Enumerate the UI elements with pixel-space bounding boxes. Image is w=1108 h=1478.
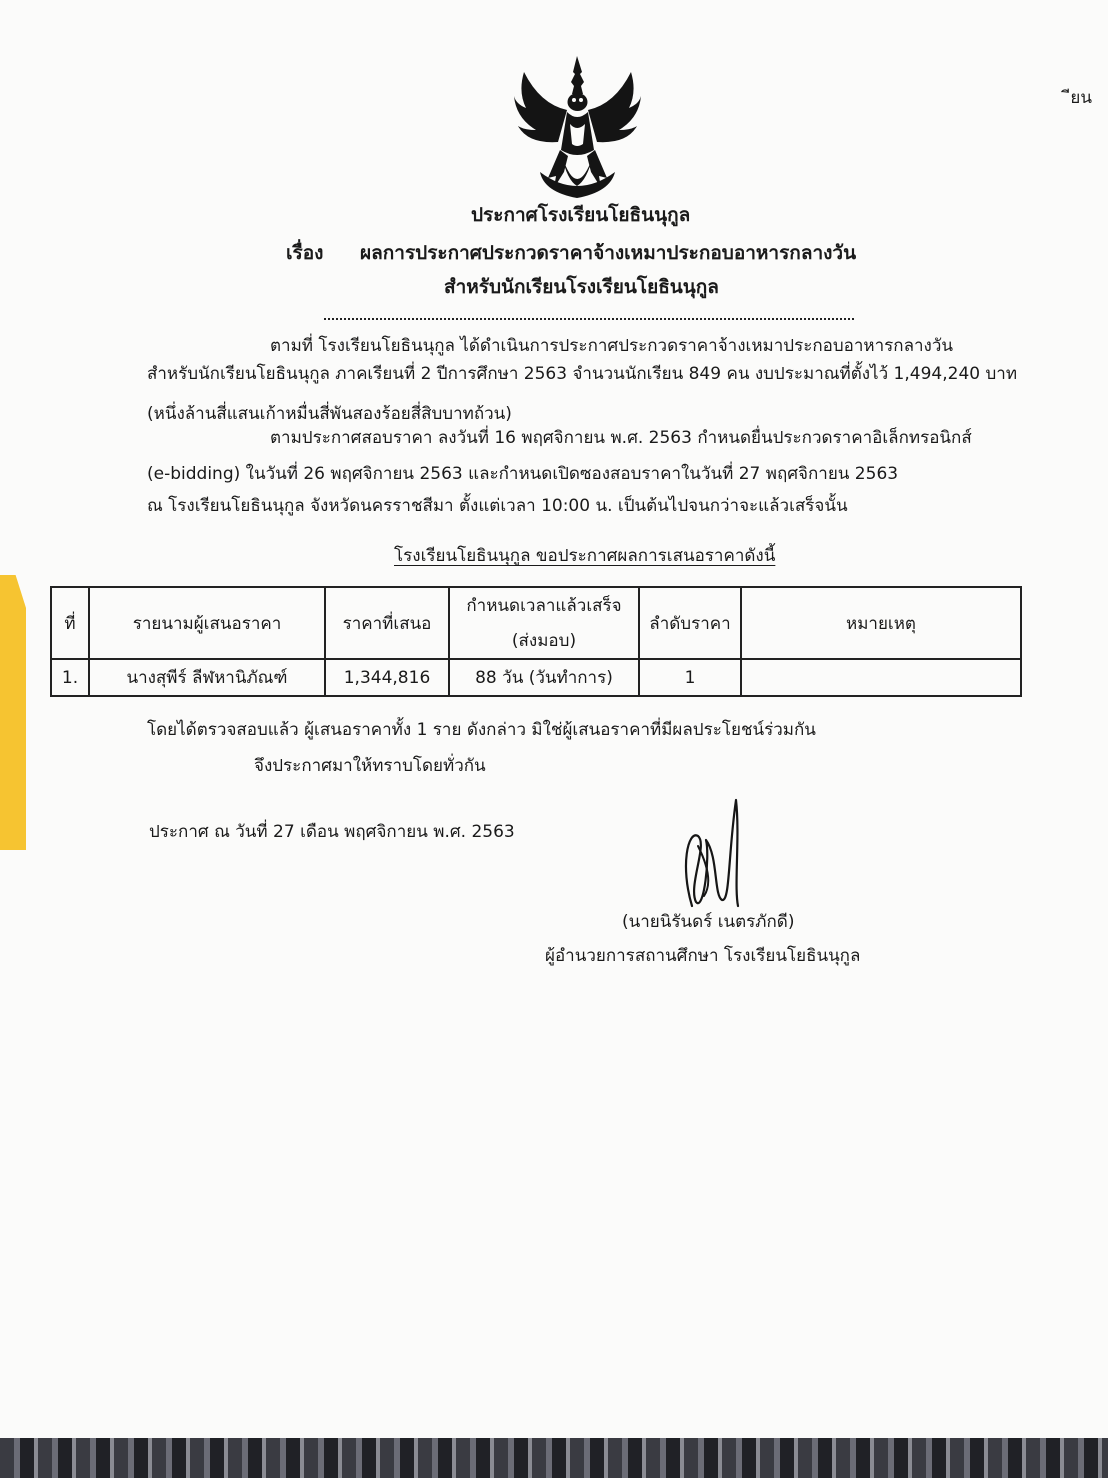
cell-price: 1,344,816 bbox=[325, 659, 449, 696]
background-fabric-strip bbox=[0, 1438, 1108, 1478]
paragraph-2-line-1: ตามประกาศสอบราคา ลงวันที่ 16 พฤศจิกายน พ.ศ. 2563 กำหนดยื่นประกวดราคาอิเล็กทรอนิกส์ bbox=[270, 428, 972, 448]
signature-icon bbox=[678, 796, 748, 916]
cell-remark bbox=[741, 659, 1021, 696]
subject-line-2: สำหรับนักเรียนโรงเรียนโยธินนุกูล bbox=[444, 276, 719, 298]
paragraph-2-line-3: ณ โรงเรียนโยธินนุกูล จังหวัดนครราชสีมา ตั้งแต่เวลา 10:00 น. เป็นต้นไปจนกว่าจะแล้วเสร็จนั้น bbox=[147, 496, 848, 516]
announcement-title: ประกาศโรงเรียนโยธินนุกูล bbox=[471, 204, 691, 226]
bid-results-table bbox=[50, 586, 1022, 697]
header-price: ราคาที่เสนอ bbox=[325, 587, 449, 659]
result-heading: โรงเรียนโยธินนุกูล ขอประกาศผลการเสนอราคาดังนี้ bbox=[394, 546, 776, 566]
yellow-tab-edge bbox=[0, 575, 26, 850]
cell-bidder: นางสุพีร์ ลีฬหานิภัณฑ์ bbox=[89, 659, 325, 696]
cell-no: 1. bbox=[51, 659, 89, 696]
paragraph-1-line-1: ตามที่ โรงเรียนโยธินนุกูล ได้ดำเนินการประกาศประกวดราคาจ้างเหมาประกอบอาหารกลางวัน bbox=[270, 336, 954, 356]
header-bidder: รายนามผู้เสนอราคา bbox=[89, 587, 325, 659]
cropped-edge-text: ียน bbox=[1070, 88, 1092, 108]
verification-line-2: จึงประกาศมาให้ทราบโดยทั่วกัน bbox=[254, 756, 486, 776]
paragraph-2-line-2: (e-bidding) ในวันที่ 26 พฤศจิกายน 2563 และกำหนดเปิดซองสอบราคาในวันที่ 27 พฤศจิกายน 2563 bbox=[147, 464, 899, 484]
header-deadline-line-2: (ส่งมอบ) bbox=[511, 631, 577, 651]
signer-name: (นายนิรันดร์ เนตรภักดี) bbox=[622, 912, 795, 932]
subject-line-1: ผลการประกาศประกวดราคาจ้างเหมาประกอบอาหารกลางวัน bbox=[360, 242, 857, 264]
paragraph-1-line-3: (หนึ่งล้านสี่แสนเก้าหมื่นสี่พันสองร้อยสี่สิบบาทถ้วน) bbox=[147, 404, 512, 424]
header-no: ที่ bbox=[51, 587, 89, 659]
garuda-emblem-icon bbox=[510, 52, 645, 202]
announcement-date: ประกาศ ณ วันที่ 27 เดือน พฤศจิกายน พ.ศ. 2563 bbox=[149, 822, 515, 842]
signer-title: ผู้อำนวยการสถานศึกษา โรงเรียนโยธินนุกูล bbox=[545, 946, 861, 966]
cell-deadline: 88 วัน (วันทำการ) bbox=[449, 659, 639, 696]
cell-rank: 1 bbox=[639, 659, 741, 696]
table-header-row bbox=[51, 587, 1021, 659]
header-deadline-line-1: กำหนดเวลาแล้วเสร็จ bbox=[466, 596, 622, 616]
header-rank: ลำดับราคา bbox=[639, 587, 741, 659]
paragraph-1-line-2: สำหรับนักเรียนโยธินนุกูล ภาคเรียนที่ 2 ปีการศึกษา 2563 จำนวนนักเรียน 849 คน งบประมาณที่ตั้งไว้ 1,494,240 บาท bbox=[147, 364, 1018, 384]
table-row bbox=[51, 659, 1021, 696]
dotted-divider bbox=[324, 318, 854, 320]
header-remark: หมายเหตุ bbox=[741, 587, 1021, 659]
subject-label: เรื่อง bbox=[286, 242, 324, 264]
verification-line-1: โดยได้ตรวจสอบแล้ว ผู้เสนอราคาทั้ง 1 ราย ดังกล่าว มิใช่ผู้เสนอราคาที่มีผลประโยชน์ร่วมกัน bbox=[147, 720, 816, 740]
header-deadline bbox=[449, 587, 639, 659]
